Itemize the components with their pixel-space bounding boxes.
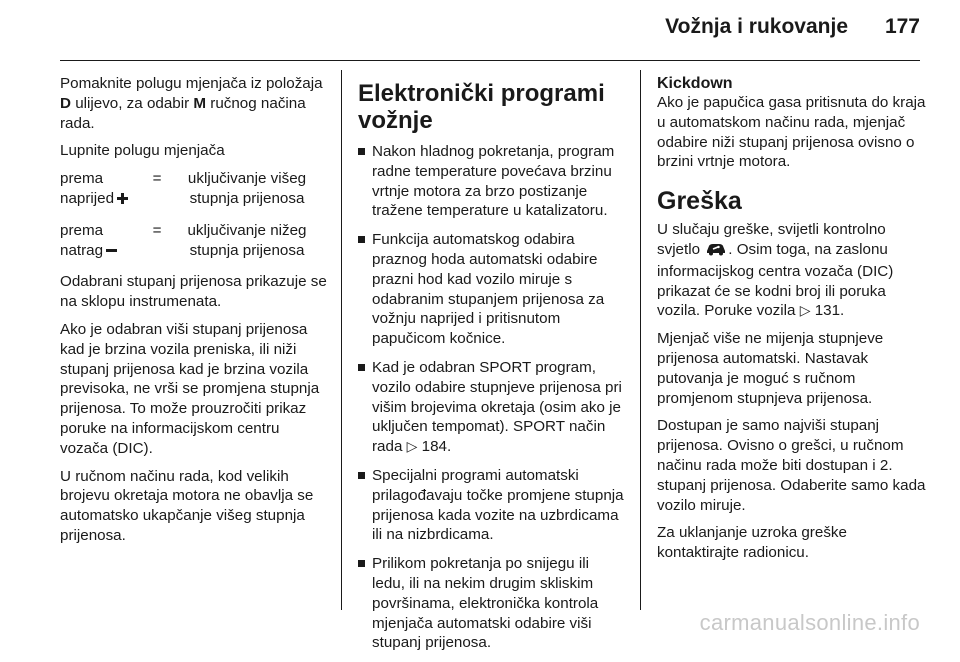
section-heading: Elektronički programi vožnje: [358, 80, 605, 134]
paragraph: Za uklanjanje uzroka greške kontaktirajte radionicu.: [657, 524, 847, 562]
section-heading: Greška: [657, 187, 742, 216]
definition-row: prema naprijed = uključivanje višeg stupnja prijenosa: [60, 169, 328, 209]
page-header: [0, 0, 960, 62]
bullet-icon: [358, 148, 365, 155]
definition-term: prema naprijed: [60, 169, 148, 209]
paragraph: Dostupan je samo najviši stupanj prijenosa. Ovisno o grešci, u ručnom načinu rada može biti dostupan i 2. stupanj prijenosa. Odaberite samo kada vozilo miruje.: [657, 417, 926, 514]
reference-arrow-icon: ▷: [799, 302, 811, 319]
watermark: carmanualsonline.info: [699, 610, 920, 635]
paragraph: Pomaknite polugu mjenjača iz položaja D ulijevo, za odabir M ručnog načina rada.: [60, 75, 323, 132]
paragraph: Lupnite polugu mjenjača: [60, 142, 225, 160]
page-reference[interactable]: 131.: [814, 302, 845, 320]
column-left: [60, 74, 328, 554]
bullet-icon: [358, 472, 365, 479]
list-item: Prilikom pokretanja po snijegu ili ledu, ili na nekim drugim skliskim površinama, elektronička kontrola mjenjača automatski odabire viši stupanj prijenosa.: [358, 554, 624, 653]
column-divider: [341, 70, 342, 610]
paragraph: Ako je odabran viši stupanj prijenosa kad je brzina vozila preniska, ili niži stupanj prijenosa kad je brzina vozila previsoka, ne vrši se promjena stupnja prijenosa. To može prouzročiti prikaz poruke na informacijskom centru vozača (DIC).: [60, 320, 320, 457]
subsection-heading: Kickdown: [657, 75, 733, 92]
definition-desc: uključivanje višeg stupnja prijenosa: [187, 170, 307, 207]
column-right: [657, 74, 927, 571]
list-item: Kad je odabran SPORT program, vozilo odabire stupnjeve prijenosa pri višim brojevima okretaja (osim ako je uključen tempomat). SPORT način rada ▷ 184.: [358, 358, 624, 457]
paragraph: Odabrani stupanj prijenosa prikazuje se na sklopu instrumenata.: [60, 273, 327, 311]
definition-row: prema natrag = uključivanje nižeg stupnja prijenosa: [60, 221, 328, 261]
reference-arrow-icon: ▷: [406, 438, 418, 455]
shift-definitions: [60, 169, 328, 260]
definition-term: prema natrag: [60, 221, 148, 261]
paragraph: Mjenjač više ne mijenja stupnjeve prijenosa automatski. Nastavak putovanja je moguć s ručnom promjenom stupnjeva prijenosa.: [657, 330, 884, 407]
header-divider: [60, 60, 920, 61]
list-item: Specijalni programi automatski prilagođavaju točke promjene stupnja prijenosa kada vozite na uzbrdicama ili na nizbrdicama.: [358, 466, 624, 545]
bullet-list: [358, 142, 624, 653]
list-item: Nakon hladnog pokretanja, program radne temperature povećava brzinu vrtnje motora za brzo postizanje tražene temperature u katalizatoru.: [358, 142, 624, 221]
bullet-icon: [358, 560, 365, 567]
car-wrench-icon: [705, 242, 727, 262]
paragraph: U ručnom načinu rada, kod velikih brojevu okretaja motora ne obavlja se automatsko ukapčanje višeg stupnja prijenosa.: [60, 467, 314, 544]
page-title: Vožnja i rukovanje: [665, 15, 848, 38]
page-reference[interactable]: 184.: [421, 438, 452, 456]
bullet-icon: [358, 236, 365, 243]
bullet-icon: [358, 364, 365, 371]
column-middle: [358, 80, 624, 662]
paragraph: U slučaju greške, svijetli kontrolno svjetlo . Osim toga, na zaslonu informacijskog centra vozača (DIC) prikazat će se kodni broj ili poruka vozila. Poruke vozila ▷ 131.: [657, 221, 894, 320]
plus-icon: [117, 193, 128, 204]
paragraph: Ako je papučica gasa pritisnuta do kraja u automatskom načinu rada, mjenjač odabire niži stupanj prijenosa ovisno o brzini vrtnje motora.: [657, 94, 926, 171]
minus-icon: [106, 249, 117, 252]
definition-desc: uključivanje nižeg stupnja prijenosa: [187, 221, 307, 259]
page-number: 177: [884, 15, 920, 38]
list-item: Funkcija automatskog odabira praznog hoda automatski odabire prazni hod kad vozilo miruje s odabranim stupanjem prijenosa za vožnju naprijed i pritisnutom papučicom kočnice.: [358, 230, 624, 349]
column-divider: [640, 70, 641, 610]
